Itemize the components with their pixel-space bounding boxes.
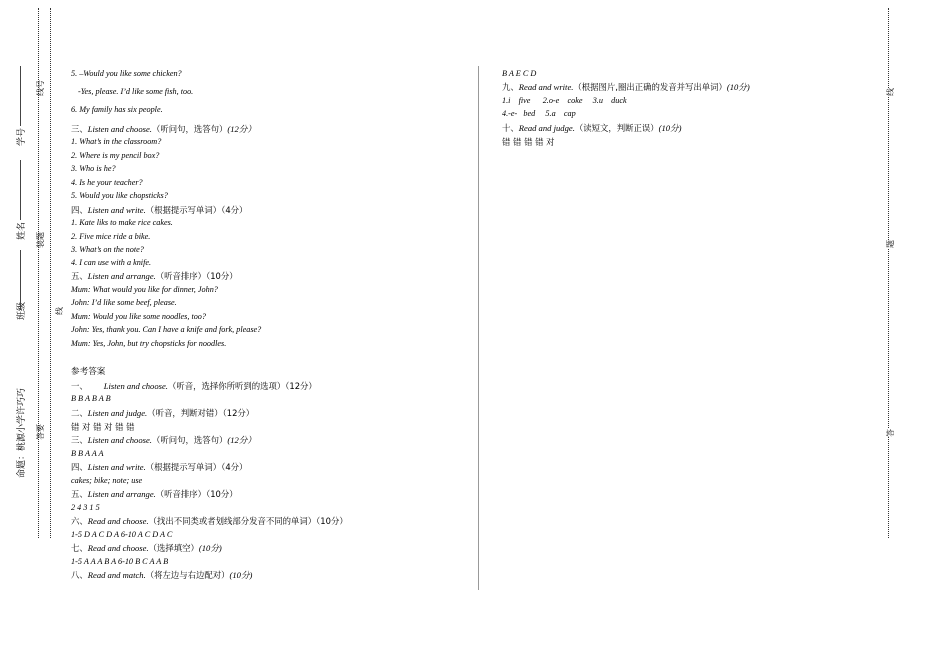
- answer6-instructions: （找出不同类或者划线部分发音不同的单词）（10分）: [148, 516, 348, 526]
- answer8-values: B A E C D: [502, 69, 537, 78]
- list-item: 5. Would you like chopsticks?: [71, 191, 168, 200]
- margin-seal-line: 线: [55, 307, 64, 315]
- answer3-number: 三、: [71, 435, 88, 445]
- list-item: 1. What’s in the classroom?: [71, 137, 162, 146]
- answer2-instructions: （听音，判断对错）（12分）: [147, 408, 255, 418]
- section3-points: (12分）: [227, 124, 256, 134]
- q5-reply: -Yes, please. I’d like some fish, too.: [78, 87, 194, 96]
- answer9-values-row2: 4.-e- bed 5.a cap: [502, 109, 576, 118]
- section4-heading: [71, 204, 247, 216]
- answer2-number: 二、: [71, 408, 88, 418]
- answer4-heading: [71, 461, 247, 473]
- answer2-values: 错 对 错 对 错 错: [71, 422, 135, 432]
- section3-instructions: （听问句，选答句）: [151, 124, 228, 134]
- section4-title: Listen and write.: [87, 205, 146, 215]
- right-seal-mid: 题: [886, 240, 895, 248]
- answer9-points: (10分): [726, 82, 750, 92]
- answer7-points: (10分): [198, 543, 222, 553]
- answer5-values: 2 4 3 1 5: [71, 503, 100, 512]
- right-seal-bottom: 答: [886, 429, 895, 437]
- dialogue-line: Mum: Yes, John, but try chopsticks for noodles.: [71, 339, 227, 348]
- margin-seal-bottom: 答要: [36, 424, 45, 440]
- list-item: 4. I can use with a knife.: [71, 258, 152, 267]
- answer8-number: 八、: [71, 570, 88, 580]
- answer4-values: cakes; bike; note; use: [71, 476, 143, 485]
- answer8-title: Read and match.: [87, 570, 146, 580]
- answer9-values-row1: 1.i five 2.o-e coke 3.u duck: [502, 96, 627, 105]
- answer1-title: Listen and choose.: [103, 381, 168, 391]
- answer6-heading: [71, 515, 348, 527]
- section4-points: （4分）: [221, 205, 248, 215]
- answer3-instructions: （听问句，选答句）: [151, 435, 228, 445]
- dialogue-line: John: I’d like some beef, please.: [71, 298, 177, 307]
- answer8-points: (10分): [229, 570, 253, 580]
- section3-heading: [71, 123, 256, 135]
- section5-instructions: （听音排序）（10分）: [155, 271, 238, 281]
- answer3-points: (12分）: [227, 435, 256, 445]
- answer3-title: Listen and choose.: [87, 435, 152, 445]
- answer7-title: Read and choose.: [87, 543, 149, 553]
- margin-school: 命题：桃源小学许巧巧: [17, 387, 27, 478]
- answer7-heading: [71, 542, 222, 554]
- answer8-heading: [71, 569, 252, 581]
- dialogue-line: Mum: Would you like some noodles, too?: [71, 312, 206, 321]
- answer2-heading: [71, 407, 254, 419]
- list-item: 3. What’s on the note?: [71, 245, 144, 254]
- margin-class-label: 班级: [17, 301, 27, 320]
- column-divider: [478, 66, 479, 590]
- answer1-values: B B A B A B: [71, 394, 111, 403]
- margin-seal-top: 线号: [36, 80, 45, 96]
- answer-key-title: 参考答案: [71, 367, 106, 377]
- answer5-heading: [71, 488, 238, 500]
- answer3-heading: [71, 434, 256, 446]
- section5-title: Listen and arrange.: [87, 271, 156, 281]
- answer4-number: 四、: [71, 462, 88, 472]
- answer10-values: 错 错 错 错 对: [502, 137, 555, 147]
- section4-instructions: （根据提示写单词）: [145, 205, 222, 215]
- answer10-heading: [502, 122, 682, 134]
- q5-text: 5. –Would you like some chicken?: [71, 69, 182, 78]
- answer1-heading: [71, 380, 317, 392]
- answer7-instructions: （选择填空）: [148, 543, 199, 553]
- margin-name-label: 姓名: [17, 221, 27, 240]
- answer9-title: Read and write.: [518, 82, 574, 92]
- answer5-instructions: （听音排序）（10分）: [155, 489, 238, 499]
- answer1-instructions: （听音，选择你所听到的选项）（12分）: [167, 381, 317, 391]
- q6-text: 6. My family has six people.: [71, 105, 163, 114]
- dialogue-line: John: Yes, thank you. Can I have a knife and fork, please?: [71, 325, 262, 334]
- answer8-instructions: （将左边与右边配对）: [145, 570, 230, 580]
- section5-heading: [71, 270, 238, 282]
- dialogue-line: Mum: What would you like for dinner, John?: [71, 285, 218, 294]
- section3-number: 三、: [71, 124, 88, 134]
- class-fill-line: [20, 250, 21, 310]
- margin-seal-mid: 装题: [36, 232, 45, 248]
- right-seal-top: 线: [886, 88, 895, 96]
- section3-title: Listen and choose.: [87, 124, 152, 134]
- answer9-heading: [502, 81, 750, 93]
- answer10-title: Read and judge.: [518, 123, 575, 133]
- answer1-number: 一、: [71, 381, 88, 391]
- margin-id-label: 学号: [17, 127, 27, 146]
- answer10-points: (10分): [658, 123, 682, 133]
- list-item: 1. Kate liks to make rice cakes.: [71, 218, 173, 227]
- answer4-title: Listen and write.: [87, 462, 146, 472]
- answer5-title: Listen and arrange.: [87, 489, 156, 499]
- section5-number: 五、: [71, 271, 88, 281]
- answer3-values: B B A A A: [71, 449, 104, 458]
- answer9-number: 九、: [502, 82, 519, 92]
- list-item: 2. Where is my pencil box?: [71, 151, 160, 160]
- list-item: 3. Who is he?: [71, 164, 116, 173]
- answer4-instructions: （根据提示写单词）（4分）: [145, 462, 248, 472]
- answer10-instructions: （读短文，判断正误）: [574, 123, 659, 133]
- answer6-values: 1-5 D A C D A 6-10 A C D A C: [71, 530, 173, 539]
- binding-dotted-line-inner: [50, 8, 51, 538]
- answer6-title: Read and choose.: [87, 516, 149, 526]
- answer6-number: 六、: [71, 516, 88, 526]
- answer5-number: 五、: [71, 489, 88, 499]
- list-item: 4. Is he your teacher?: [71, 178, 143, 187]
- answer7-number: 七、: [71, 543, 88, 553]
- name-fill-line: [20, 160, 21, 220]
- answer2-title: Listen and judge.: [87, 408, 148, 418]
- answer9-instructions: （根据图片,圈出正确的发音并写出单词）: [573, 82, 727, 92]
- section4-number: 四、: [71, 205, 88, 215]
- answer7-values: 1-5 A A A B A 6-10 B C A A B: [71, 557, 169, 566]
- list-item: 2. Five mice ride a bike.: [71, 232, 151, 241]
- id-fill-line: [20, 66, 21, 126]
- answer10-number: 十、: [502, 123, 519, 133]
